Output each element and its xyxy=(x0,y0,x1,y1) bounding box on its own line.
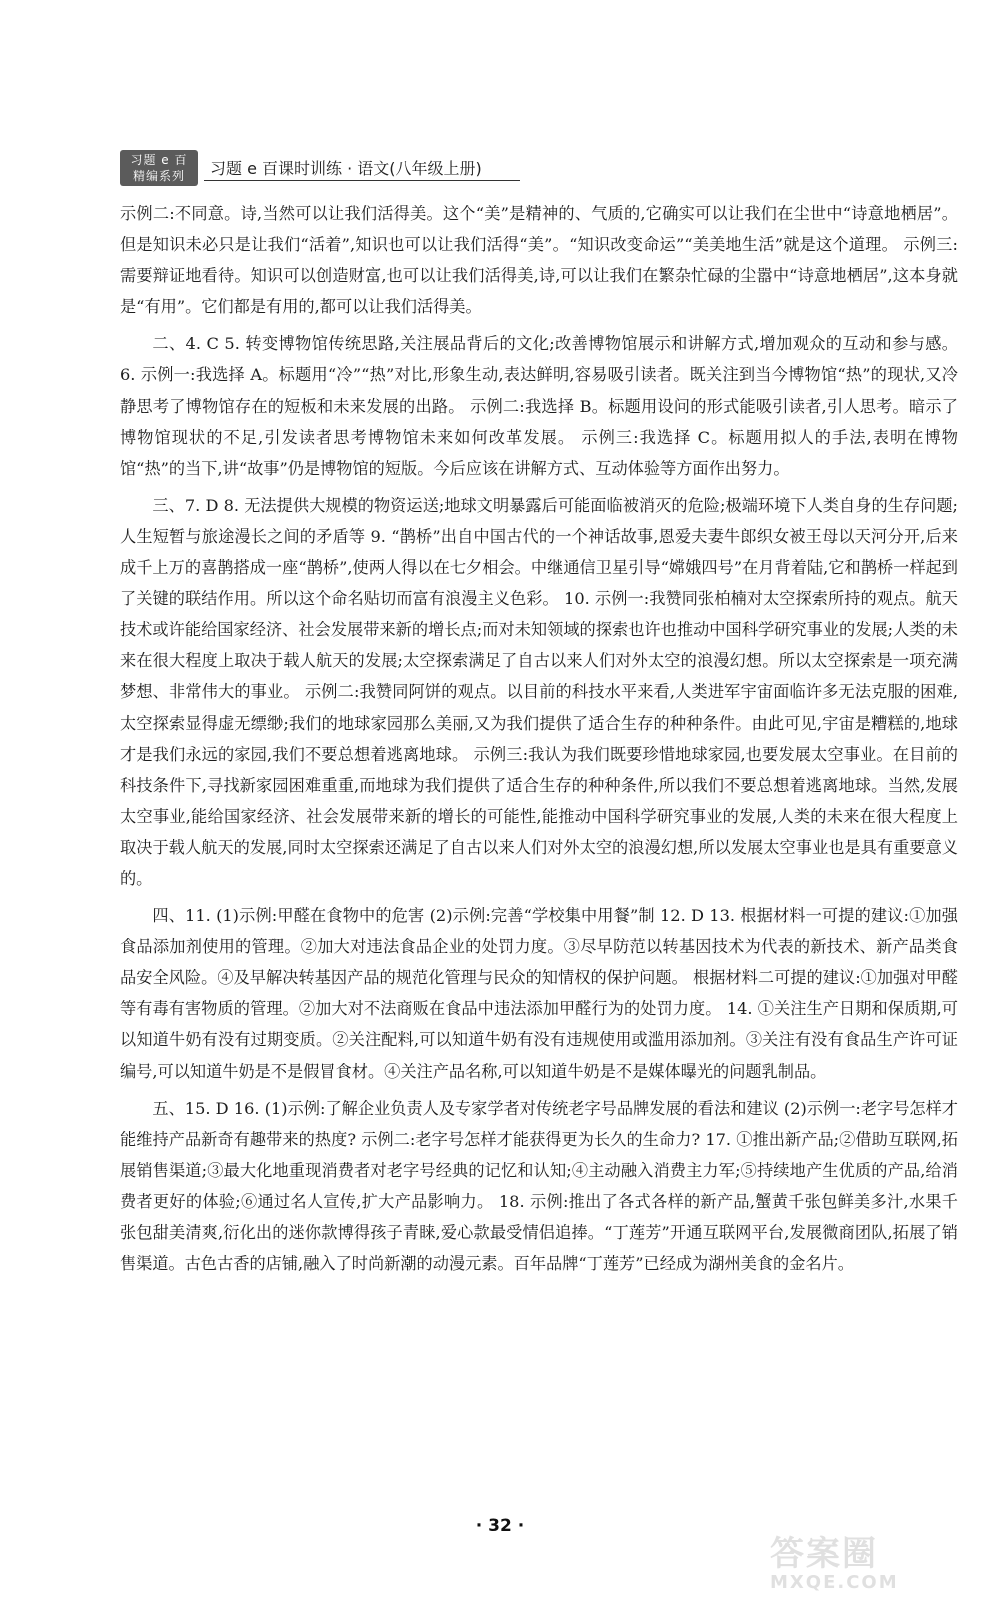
page-number: · 32 · xyxy=(475,1516,525,1536)
watermark-bottom: MXQE.COM xyxy=(770,1572,899,1593)
book-title: 习题 e 百课时训练 · 语文(八年级上册) xyxy=(210,159,482,178)
paragraph-continuation: 示例二:不同意。诗,当然可以让我们活得美。这个“美”是精神的、气质的,它确实可以让我们在尘世中“诗意地栖居”。但是知识未必只是让我们“活着”,知识也可以让我们活得“美”。“知识改变命运”“美美地生活”就是这个道理。 示例三:需要辩证地看待。知识可以创造财富,也可以让我们活得美,诗,可以让我们在繁杂忙碌的尘嚣中“诗意地栖居”,这本身就是“有用”。它们都是有用的,都可以让我们活得美。 xyxy=(120,204,958,317)
paragraph-section-5: 五、15. D 16. (1)示例:了解企业负责人及专家学者对传统老字号品牌发展的看法和建议 (2)示例一:老字号怎样才能维持产品新奇有趣带来的热度? 示例二:老字号怎样才能获得更为长久的生命力? 17. ①推出新产品;②借助互联网,拓展销售渠道;③最大化地重现消费者对老字号经典的记忆和认知;④主动融入消费主力军;⑤持续地产生优质的产品,给消费者更好的体验;⑥通过名人宣传,扩大产品影响力。 18. 示例:推出了各式各样的新产品,蟹黄千张包鲜美多汁,水果千张包甜美清爽,衍化出的迷你款博得孩子青睐,爱心款最受情侣追捧。“丁莲芳”开通互联网平台,发展微商团队,拓展了销售渠道。古色古香的店铺,融入了时尚新潮的动漫元素。百年品牌“丁莲芳”已经成为湖州美食的金名片。 xyxy=(120,1098,958,1274)
page-header xyxy=(120,150,540,186)
paragraph-section-4: 四、11. (1)示例:甲醛在食物中的危害 (2)示例:完善“学校集中用餐”制 12. D 13. 根据材料一可提的建议:①加强食品添加剂使用的管理。②加大对违法食品企业的处罚力度。③尽早防范以转基因技术为代表的新技术、新产品类食品安全风险。④及早解决转基因产品的规范化管理与民众的知情权的保护问题。 根据材料二可提的建议:①加强对甲醛等有毒有害物质的管理。②加大对不法商贩在食品中违法添加甲醛行为的处罚力度。 14. ①关注生产日期和保质期,可以知道牛奶有没有过期变质。②关注配料,可以知道牛奶有没有违规使用或滥用添加剂。③关注有没有食品生产许可证编号,可以知道牛奶是不是假冒食材。④关注产品名称,可以知道牛奶是不是媒体曝光的问题乳制品。 xyxy=(120,906,958,1081)
series-badge xyxy=(120,150,198,186)
series-badge-line2: 精编系列 xyxy=(132,169,185,183)
header-divider xyxy=(204,180,520,181)
answer-content xyxy=(120,198,958,1285)
paragraph-section-2: 二、4. C 5. 转变博物馆传统思路,关注展品背后的文化;改善博物馆展示和讲解方式,增加观众的互动和参与感。 6. 示例一:我选择 A。标题用“冷”“热”对比,形象生动,表达鲜明,容易吸引读者。既关注到当今博物馆“热”的现状,又冷静思考了博物馆存在的短板和未来发展的出路。 示例二:我选择 B。标题用设问的形式能吸引读者,引人思考。暗示了博物馆现状的不足,引发读者思考博物馆未来如何改革发展。 示例三:我选择 C。标题用拟人的手法,表明在博物馆“热”的当下,讲“故事”仍是博物馆的短版。今后应该在讲解方式、互动体验等方面作出努力。 xyxy=(120,334,958,478)
watermark-top: 答案圈 xyxy=(770,1534,878,1574)
watermark-logo xyxy=(770,1535,970,1595)
paragraph-section-3: 三、7. D 8. 无法提供大规模的物资运送;地球文明暴露后可能面临被消灭的危险;极端环境下人类自身的生存问题;人生短暂与旅途漫长之间的矛盾等 9. “鹊桥”出自中国古代的一个神话故事,恩爱夫妻牛郎织女被王母以天河分开,后来成千上万的喜鹊搭成一座“鹊桥”,使两人得以在七夕相会。中继通信卫星引导“嫦娥四号”在月背着陆,它和鹊桥一样起到了关键的联结作用。所以这个命名贴切而富有浪漫主义色彩。 10. 示例一:我赞同张柏楠对太空探索所持的观点。航天技术或许能给国家经济、社会发展带来新的增长点;而对未知领域的探索也许也推动中国科学研究事业的发展;人类的未来在很大程度上取决于载人航天的发展;太空探索满足了自古以来人们对外太空的浪漫幻想。所以太空探索是一项充满梦想、非常伟大的事业。 示例二:我赞同阿饼的观点。以目前的科技水平来看,人类进军宇宙面临许多无法克服的困难,太空探索显得虚无缥缈;我们的地球家园那么美丽,又为我们提供了适合生存的种种条件。由此可见,宇宙是糟糕的,地球才是我们永远的家园,我们不要总想着逃离地球。 示例三:我认为我们既要珍惜地球家园,也要发展太空事业。在目前的科技条件下,寻找新家园困难重重,而地球为我们提供了适合生存的种种条件,所以我们不要总想着逃离地球。当然,发展太空事业,能给国家经济、社会发展带来新的增长的可能性,能推动中国科学研究事业的发展,人类的未来在很大程度上取决于载人航天的发展,同时太空探索还满足了自古以来人们对外太空的浪漫幻想,所以发展太空事业也是具有重要意义的。 xyxy=(120,495,958,888)
series-badge-line1: 习题 e 百 xyxy=(130,153,188,167)
